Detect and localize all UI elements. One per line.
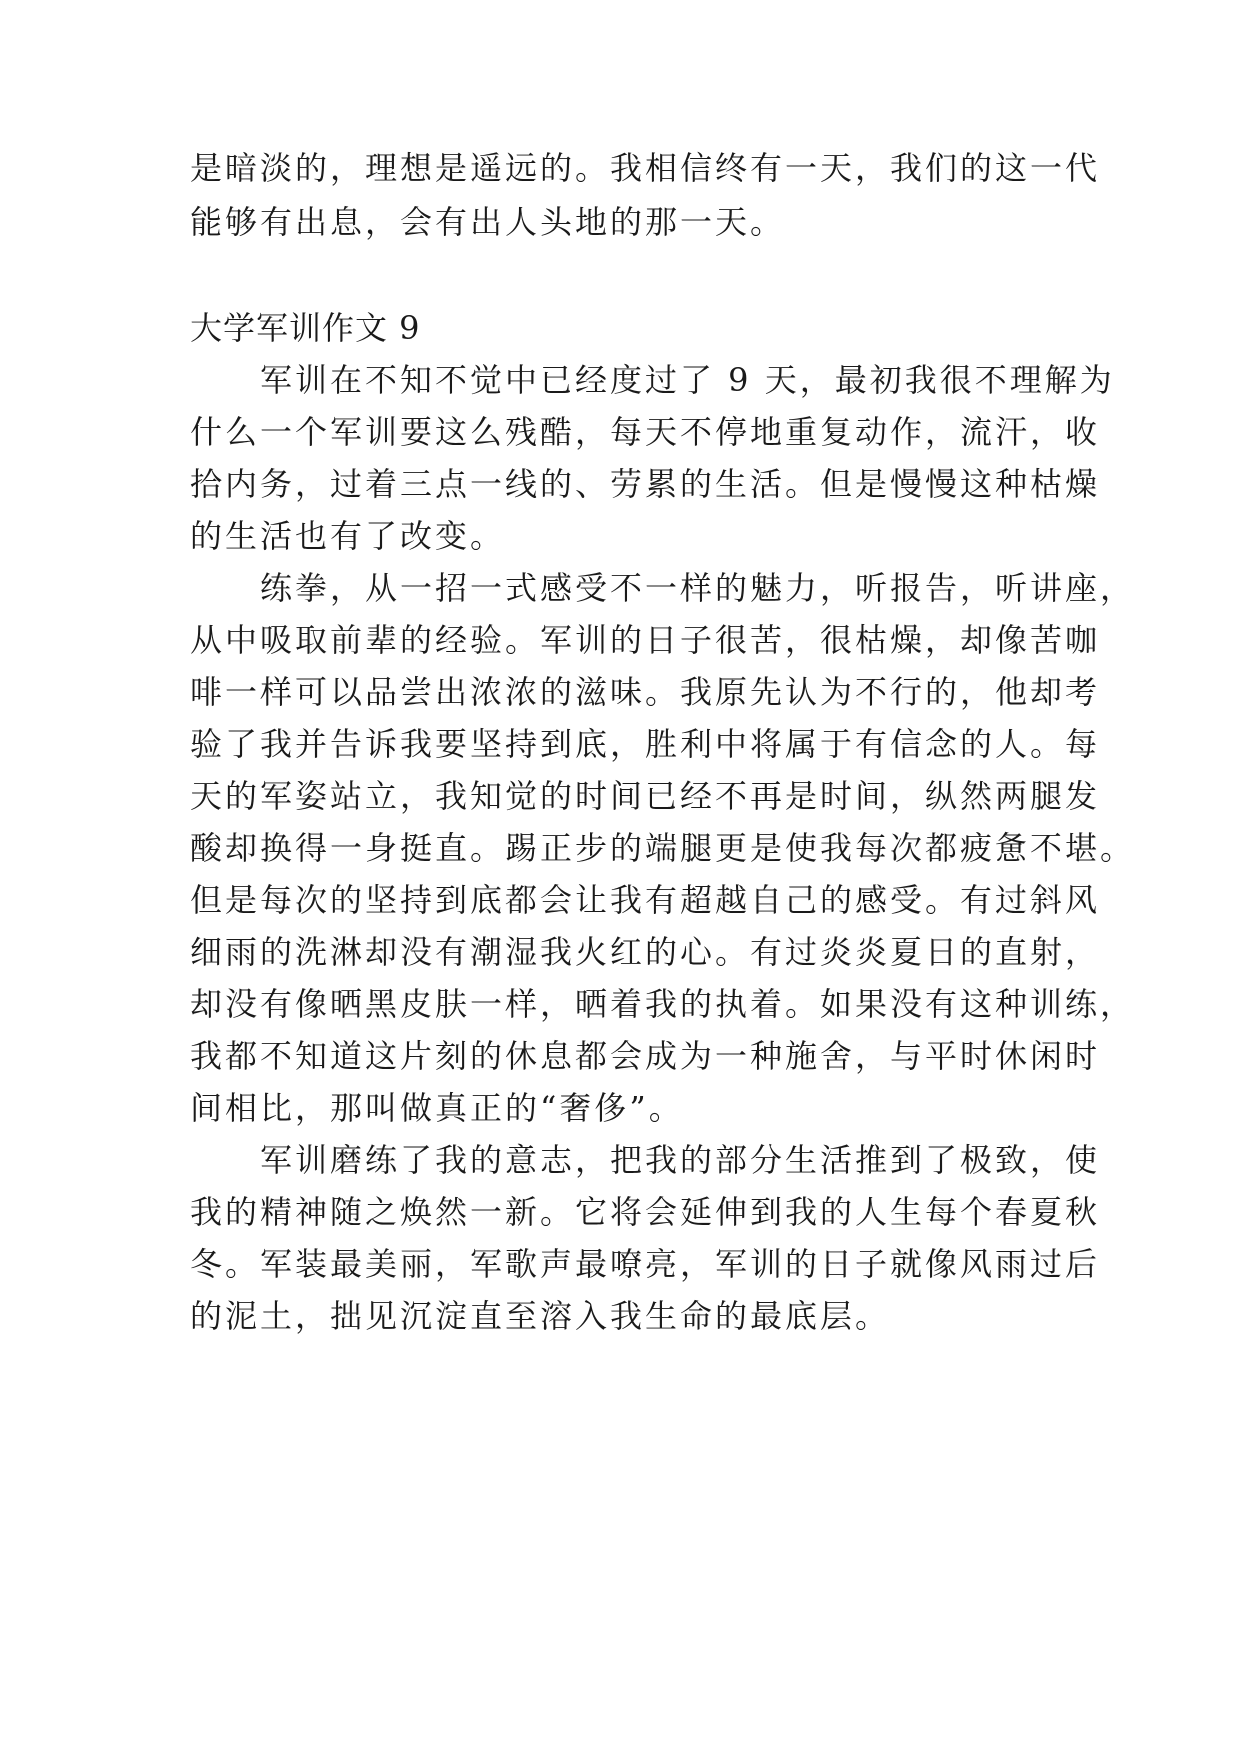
paragraph-line: 天的军姿站立，我知觉的时间已经不再是时间，纵然两腿发 <box>190 777 1101 815</box>
paragraph-line: 军训磨练了我的意志，把我的部分生活推到了极致，使 <box>190 1141 1101 1179</box>
paragraph-line: 细雨的洗淋却没有潮湿我火红的心。有过炎炎夏日的直射， <box>190 933 1101 971</box>
paragraph-line: 验了我并告诉我要坚持到底，胜利中将属于有信念的人。每 <box>190 725 1101 763</box>
paragraph-line: 间相比，那叫做真正的“奢侈”。 <box>190 1089 684 1127</box>
section-title: 大学军训作文 9 <box>190 309 421 347</box>
paragraph-line: 酸却换得一身挺直。踢正步的端腿更是使我每次都疲惫不堪。 <box>190 829 1136 867</box>
intro-line: 能够有出息，会有出人头地的那一天。 <box>190 203 786 241</box>
paragraph-line: 啡一样可以品尝出浓浓的滋味。我原先认为不行的，他却考 <box>190 673 1101 711</box>
paragraph-line: 但是每次的坚持到底都会让我有超越自己的感受。有过斜风 <box>190 881 1101 919</box>
paragraph-line: 什么一个军训要这么残酷，每天不停地重复动作，流汗，收 <box>190 413 1101 451</box>
paragraph-line: 的泥土，拙见沉淀直至溶入我生命的最底层。 <box>190 1297 891 1335</box>
paragraph-line: 我的精神随之焕然一新。它将会延伸到我的人生每个春夏秋 <box>190 1193 1101 1231</box>
paragraph-line: 军训在不知不觉中已经度过了 9 天，最初我很不理解为 <box>190 361 1115 399</box>
paragraph-line: 冬。军装最美丽，军歌声最嘹亮，军训的日子就像风雨过后 <box>190 1245 1101 1283</box>
paragraph-line: 我都不知道这片刻的休息都会成为一种施舍，与平时休闲时 <box>190 1037 1101 1075</box>
paragraph-line: 练拳，从一招一式感受不一样的魅力，听报告，听讲座， <box>190 569 1136 607</box>
paragraph-line: 拾内务，过着三点一线的、劳累的生活。但是慢慢这种枯燥 <box>190 465 1101 503</box>
paragraph-line: 却没有像晒黑皮肤一样，晒着我的执着。如果没有这种训练， <box>190 985 1136 1023</box>
paragraph-line: 的生活也有了改变。 <box>190 517 506 555</box>
intro-line: 是暗淡的，理想是遥远的。我相信终有一天，我们的这一代 <box>190 149 1101 187</box>
paragraph-line: 从中吸取前辈的经验。军训的日子很苦，很枯燥，却像苦咖 <box>190 621 1101 659</box>
